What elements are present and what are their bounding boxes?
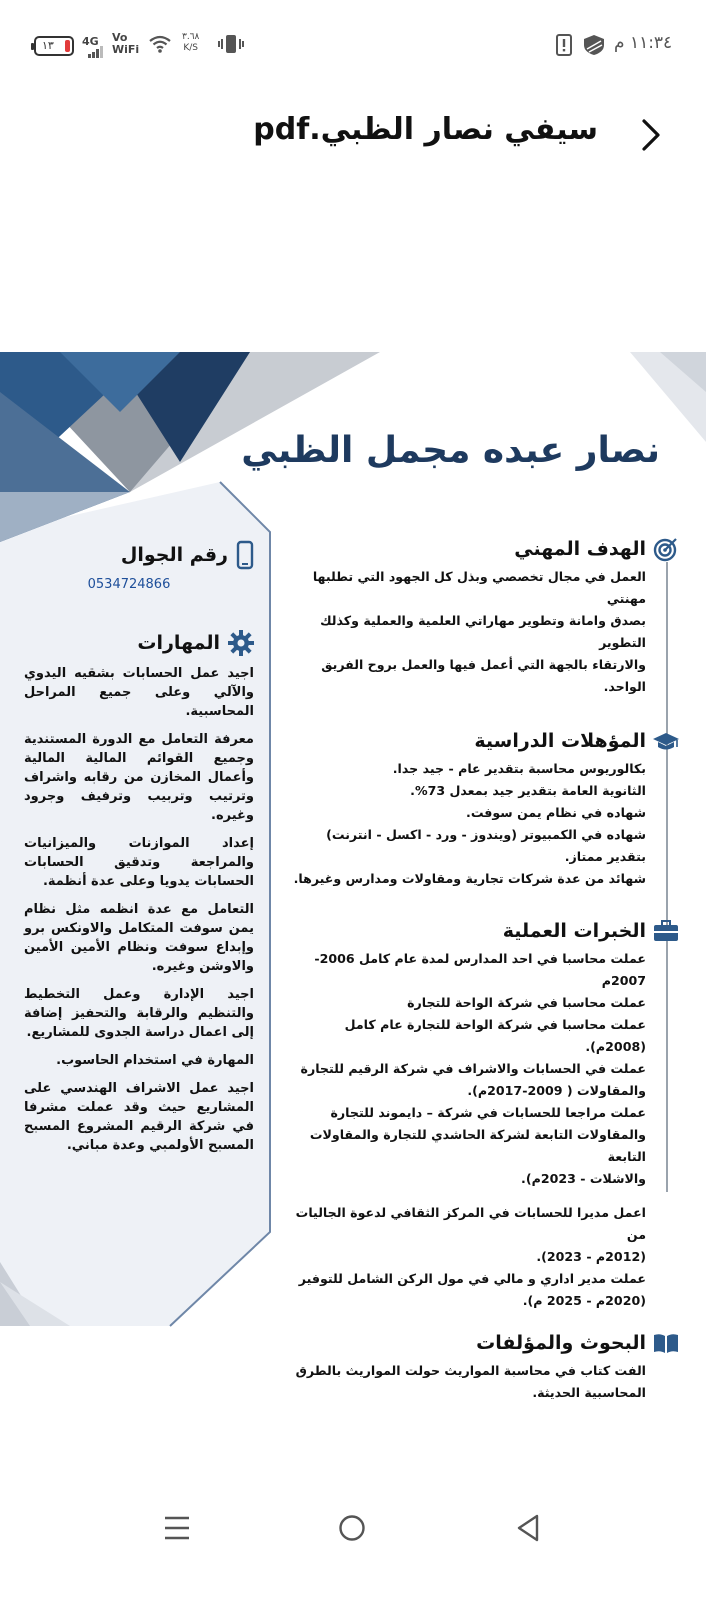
- research-title: البحوث والمؤلفات: [476, 1332, 646, 1354]
- skill-item: المهارة في استخدام الحاسوب.: [56, 1053, 254, 1068]
- status-time: ١١:٣٤ م: [614, 33, 673, 53]
- skill-item: معرفة التعامل مع الدورة المستندية وجميع القوائم المالية المالية وأعمال المخازن من رقابه واشراف وترتيب وتربيب وترفيف وجرود وغيره.: [24, 732, 254, 823]
- experience-line: (2020م - 2025 م).: [522, 1293, 646, 1308]
- phone-number: 0534724866: [87, 577, 171, 592]
- experience-line: والاشلات - 2023م).: [521, 1171, 646, 1186]
- navigation-bar: [0, 1500, 720, 1560]
- skill-item: اجيد الإدارة وعمل التخطيط والتنظيم والرقابة والتحفيز إضافة إلى اعمال دراسة الجدوى للمشاريع.: [24, 987, 254, 1040]
- experience-line: والمقاولات التابعة لشركة الحاشدي للتجارة والمقاولات التابعة: [309, 1127, 646, 1164]
- chevron-right-icon[interactable]: [636, 118, 666, 152]
- experience-section: [290, 914, 646, 1312]
- education-line: الثانوية العامة بتقدير جيد بمعدل 73%.: [410, 783, 646, 798]
- network-speed: ٣.٦٨ K/S: [182, 32, 200, 53]
- skill-item: إعداد الموازنات والميزانيات والمراجعة وتدقيق الحسابات الحسابات يدويا وعلى عدة أنظمة.: [24, 836, 254, 889]
- education-title: المؤهلات الدراسية: [474, 730, 646, 752]
- battery-icon: [34, 36, 74, 56]
- battery-level: ١٣: [42, 39, 54, 52]
- phone-title: رقم الجوال: [120, 544, 228, 566]
- experience-line: عملت محاسبا في شركة الواحة للتجارة: [407, 995, 646, 1010]
- header: [0, 110, 720, 160]
- shield-icon: [582, 34, 606, 56]
- experience-line: عملت مراجعا للحسابات في شركة – دايموند للتجارة: [330, 1105, 646, 1120]
- education-line: بكالوريوس محاسبة بتقدير عام - جيد جدا.: [392, 761, 646, 776]
- back-triangle-icon[interactable]: [515, 1514, 543, 1542]
- target-icon: [652, 536, 680, 562]
- wifi-icon: [148, 34, 172, 54]
- skill-item: اجيد عمل الحسابات بشقيه اليدوي والآلي وعلى جميع المراحل المحاسبية.: [24, 666, 254, 719]
- cv-side-column: [24, 537, 254, 1155]
- skill-item: التعامل مع عدة انظمه مثل نظام يمن سوفت المتكامل والاونكس برو وإبداع سوفت ونظام الأمين الأمين والاوشن وغيره.: [24, 902, 254, 974]
- experience-line: (2012م - 2023).: [536, 1249, 646, 1264]
- education-section: [290, 724, 646, 890]
- briefcase-icon: [652, 918, 680, 944]
- gear-icon: [228, 630, 254, 656]
- education-line: شهاده في الكمبيوتر (ويندوز - ورد - اكسل - انترنت) بتقدير ممتاز.: [326, 827, 646, 864]
- experience-line: عملت مدير اداري و مالي في مول الركن الشامل للتوفير: [298, 1271, 646, 1286]
- objective-line: والارتقاء بالجهة التي أعمل فيها والعمل بروح الفريق الواحد.: [321, 657, 646, 694]
- signal-icon: [88, 46, 106, 58]
- skill-item: اجيد عمل الاشراف الهندسي على المشاريع حيث وقد عملت مشرفا في شركة الرقيم المشروع المسبح المسبح الأولمبي وعدة مباني.: [24, 1081, 254, 1153]
- research-section: [290, 1326, 646, 1404]
- pdf-page[interactable]: [0, 352, 706, 1400]
- status-bar: [0, 28, 720, 68]
- cv-name: نصار عبده مجمل الظبي: [241, 430, 660, 471]
- graduation-cap-icon: [652, 728, 680, 754]
- research-line: الفت كتاب في محاسبة المواريث حولت المواريث بالطرق: [295, 1363, 646, 1378]
- skills-title: المهارات: [137, 632, 220, 654]
- sim-alert-icon: [556, 34, 572, 56]
- menu-icon[interactable]: [163, 1514, 191, 1542]
- vowifi-indicator: Vo WiFi: [112, 31, 140, 56]
- experience-line: اعمل مديرا للحسابات في المركز الثقافي لدعوة الجاليات من: [295, 1205, 646, 1242]
- network-type: 4G: [82, 35, 99, 48]
- objective-title: الهدف المهني: [514, 538, 646, 560]
- education-line: شهاده في نظام يمن سوفت.: [466, 805, 646, 820]
- objective-line: العمل في مجال تخصصي وبذل كل الجهود التي تطلبها مهنتي: [312, 569, 646, 606]
- objective-section: [290, 532, 646, 698]
- book-icon: [652, 1330, 680, 1356]
- document-title: سيفي نصار الظبي.pdf: [253, 112, 598, 147]
- cv-main-column: [290, 532, 646, 1404]
- research-line: المحاسبية الحديثة.: [532, 1385, 646, 1400]
- experience-line: والمقاولات ( 2009-2017م).: [467, 1083, 646, 1098]
- mobile-phone-icon: [236, 541, 254, 569]
- experience-line: عملت في الحسابات والاشراف في شركة الرقيم للتجارة: [300, 1061, 646, 1076]
- experience-title: الخبرات العملية: [502, 920, 646, 942]
- objective-line: بصدق وامانة وتطوير مهاراتي العلمية والعملية وكذلك التطوير: [320, 613, 646, 650]
- home-icon[interactable]: [338, 1514, 366, 1542]
- education-line: شهائد من عدة شركات تجارية ومقاولات ومدارس وغيرها.: [293, 871, 646, 886]
- experience-line: عملت محاسبا في شركة الواحة للتجارة عام كامل (2008م).: [344, 1017, 646, 1054]
- experience-line: عملت محاسبا في احد المدارس لمدة عام كامل 2006-2007م: [314, 951, 646, 988]
- vibrate-icon: [218, 33, 244, 55]
